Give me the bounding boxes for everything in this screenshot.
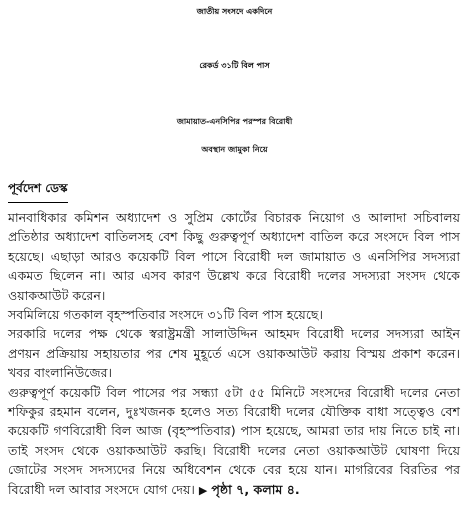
paragraph-4 [8,383,460,500]
paragraph-2: সবমিলিয়ে গতকাল বৃহস্পতিবার সংসদে ৩১টি বিল পাস হয়েছে। [8,307,324,323]
jump-reference-link[interactable]: পৃষ্ঠা ৭, কলাম ৪. [211,481,300,497]
paragraph-1: মানবাধিকার কমিশন অধ্যাদেশ ও সুপ্রিম কোর্টের বিচারক নিয়োগ ও আলাদা সচিবালয় প্রতিষ্ঠার অধ্যাদেশ বাতিলসহ বেশ কিছু গুরুত্বপূর্ণ অধ্যাদেশ বাতিল করে সংসদে বিল পাস হয়েছে। এছাড়া আরও কয়েকটি বিল পাসে বিরোধী দল জামায়াত ও এনসিপির সদস্যরা একমত ছিলেন না। আর এসব কারণ উল্লেখ করে বিরোধী দলের সদস্যরা সংসদ থেকে ওয়াকআউট করেন। [8,210,460,303]
subheadline-line-2: অবস্থান জামুকা নিয়ে [201,145,268,154]
paragraph-4-text: গুরুত্বপূর্ণ কয়েকটি বিল পাসের পর সন্ধ্যা ৫টা ৫৫ মিনিটে সংসদের বিরোধী দলের নেতা শফিকুর রহমান বলেন, দুঃখজনক হলেও সত্য বিরোধী দলের যৌক্তিক বাধা সত্ত্বেও বেশ কয়েকটি গণবিরোধী বিল আজ (বৃহস্পতিবার) পাস হয়েছে, আমরা তার দায় নিতে চাই না। তাই সংসদ থেকে ওয়াকআউট করছি। বিরোধী দলের নেতা ওয়াকআউট ঘোষণা দিয়ে জোটের সংসদ সদস্যদের নিয়ে অধিবেশন থেকে বের হয়ে যান। মাগরিবের বিরতির পর বিরোধী দল আবার সংসদে যোগ দেয়। [8,384,460,497]
paragraph-3: সরকারি দলের পক্ষ থেকে স্বরাষ্ট্রমন্ত্রী সালাউদ্দিন আহমদ বিরোধী দলের সদস্যরা আইন প্রণয়ন প্রক্রিয়ায় সহায়তার পর শেষ মুহূর্তে এসে ওয়াকআউট করায় বিস্ময় প্রকাশ করেন। খবর বাংলানিউজের। [8,326,460,381]
byline: পূর্বদেশ ডেস্ক [8,180,68,203]
continue-arrow-icon: ▶ [198,483,208,497]
headline-line-1: জাতীয় সংসদে একদিনে [196,7,273,16]
subheadline-line-1: জামায়াত-এনসিপির পরস্পর বিরোধী [176,117,293,126]
headline-line-2: রেকর্ড ৩১টি বিল পাস [199,61,270,70]
article-body [8,208,460,500]
